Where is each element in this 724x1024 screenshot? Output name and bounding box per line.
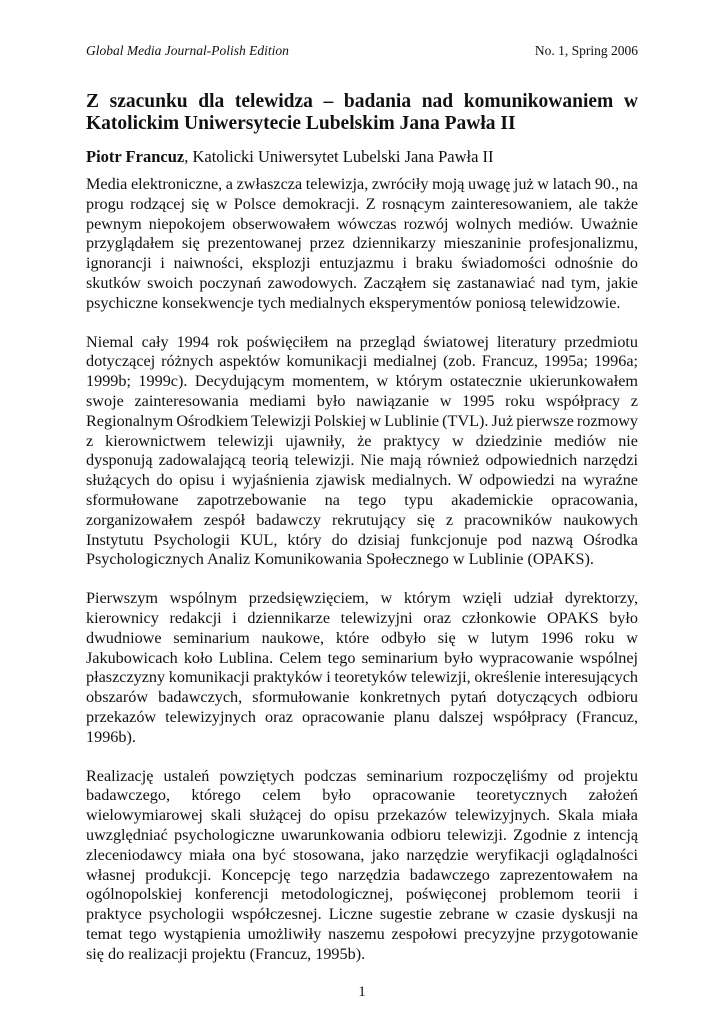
text-line: sformułowane zapotrzebowanie na tego typu akademickie opracowania, (86, 490, 638, 509)
article-body (86, 175, 638, 964)
text-line: Niemal cały 1994 rok poświęciłem na przegląd światowej literatury przedmiotu (86, 332, 638, 351)
paragraph (86, 333, 638, 571)
text-line: dysponują zadowalającą teorią telewizji. Nie mają również odpowiednich narzędzi (86, 451, 638, 470)
title-line: Z szacunku dla telewidza – badania nad komunikowaniem w (86, 91, 638, 112)
text-line: przekazów telewizyjnych oraz opracowanie planu dalszej współpracy (Francuz, (86, 707, 638, 726)
text-line: dwudniowe seminarium naukowe, które odbyło się w lutym 1996 roku w (86, 628, 638, 647)
text-line: kierownicy redakcji i dziennikarze telewizyjni oraz członkowie OPAKS było (86, 608, 638, 627)
author-name: Piotr Francuz (86, 147, 185, 166)
text-line: Psychologicznych Analiz Komunikowania Społecznego w Lublinie (OPAKS). (86, 550, 594, 569)
text-line: Pierwszym wspólnym przedsięwzięciem, w którym wzięli udział dyrektorzy, (86, 589, 638, 608)
text-line: obszarów badawczych, sformułowanie konkretnych pytań dotyczących odbioru (86, 688, 638, 707)
paragraph (86, 589, 638, 747)
text-line: progu rodzącej się w Polsce demokracji. Z rosnącym zainteresowaniem, ale także (86, 194, 638, 213)
author-affiliation: , Katolicki Uniwersytet Lubelski Jana Pawła II (184, 147, 494, 166)
running-header (86, 42, 638, 59)
text-line: skutków swoich poczynań zawodowych. Zacząłem się zastanawiać nad tym, jakie (86, 273, 638, 292)
text-line: się do realizacji projektu (Francuz, 1995b). (86, 944, 366, 963)
text-line: dotyczącej różnych aspektów komunikacji medialnej (zob. Francuz, 1995a; 1996a; (86, 352, 638, 371)
text-line: Regionalnym Ośrodkiem Telewizji Polskiej w Lublinie (TVL). Już pierwsze rozmowy (86, 411, 638, 430)
text-line: zorganizowałem zespół badawczy rekrutujący się z pracowników naukowych (86, 510, 638, 529)
page-number: 1 (358, 984, 366, 1001)
text-line: psychiczne konsekwencje tych medialnych eksperymentów poniosą telewidzowie. (86, 293, 621, 312)
text-line: zleceniodawcy miała ona być stosowana, jako narzędzie weryfikacji oglądalności (86, 845, 638, 864)
text-line: 1996b). (86, 727, 136, 746)
text-line: ignorancji i naiwności, eksplozji entuzjazmu i braku świadomości odnośnie do (86, 254, 638, 273)
text-line: ogólnopolskiej konferencji metodologicznej, poświęconej problemom teorii i (86, 885, 638, 904)
text-line: temat tego wystąpienia umożliwiły naszemu zespołowi precyzyjne przygotowanie (86, 924, 638, 943)
text-line: płaszczyzny komunikacji praktyków i teoretyków telewizji, określenie interesujących (86, 668, 638, 687)
paragraph (86, 175, 638, 314)
author-line (86, 147, 638, 167)
journal-name: Global Media Journal-Polish Edition (86, 43, 289, 58)
text-line: uwzględniać psychologiczne uwarunkowania odbioru telewizji. Zgodnie z intencją (86, 825, 638, 844)
article-title (86, 91, 638, 134)
text-line: Media elektroniczne, a zwłaszcza telewizja, zwróciły moją uwagę już w latach 90., na (86, 175, 638, 193)
text-line: służących do opisu i wyjaśnienia zjawisk medialnych. W odpowiedzi na wyraźne (86, 471, 638, 490)
text-line: swoje zainteresowania mediami było nawiązanie w 1995 roku współpracy z (86, 391, 638, 410)
text-line: wielowymiarowej skali służącej do opisu przekazów telewizyjnych. Skala miała (86, 806, 638, 825)
text-line: pewnym niepokojem obserwowałem wówczas rozwój wolnych mediów. Uważnie (86, 214, 638, 233)
text-line: własnej produkcji. Koncepcję tego narzędzia badawczego zaprezentowałem na (86, 865, 638, 884)
issue-info: No. 1, Spring 2006 (534, 43, 638, 58)
text-line: z kierownictwem telewizji ujawniły, że praktycy w dziedzinie mediów nie (86, 431, 638, 450)
text-line: badawczego, którego celem było opracowanie teoretycznych założeń (86, 786, 638, 805)
text-line: Instytutu Psychologii KUL, który do dzisiaj funkcjonuje pod nazwą Ośrodka (86, 530, 638, 549)
text-line: przyglądałem się prezentowanej przez dziennikarzy mieszaninie profesjonalizmu, (86, 234, 638, 253)
text-line: Realizację ustaleń powziętych podczas seminarium rozpoczęliśmy od projektu (86, 766, 638, 785)
title-line: Katolickim Uniwersytecie Lubelskim Jana Pawła II (86, 112, 516, 134)
paragraph (86, 767, 638, 965)
text-line: praktyce psychologii współczesnej. Liczne sugestie zebrane w czasie dyskusji na (86, 905, 638, 924)
text-line: 1999b; 1999c). Decydującym momentem, w którym ostatecznie ukierunkowałem (86, 372, 638, 391)
text-line: Jakubowicach koło Lublina. Celem tego seminarium było wypracowanie wspólnej (86, 648, 638, 667)
